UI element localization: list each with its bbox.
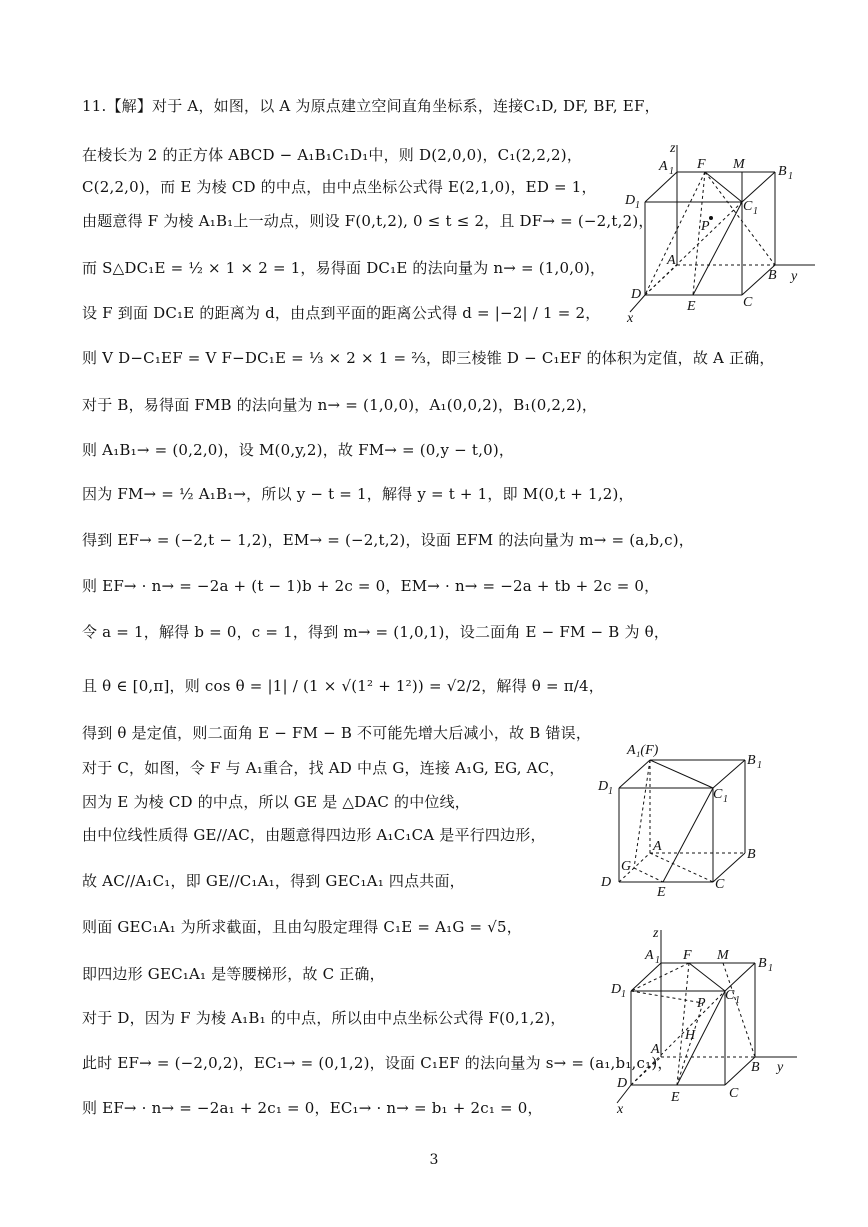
text-line-16: 对于 C，如图，令 F 与 A₁重合，找 AD 中点 G，连接 A₁G, EG, AC，	[82, 759, 565, 777]
label-e: E	[671, 1090, 680, 1105]
label-a: A	[651, 1042, 660, 1057]
page-number: 3	[429, 1152, 439, 1168]
text-line-4: 由题意得 F 为棱 A₁B₁上一动点，则设 F(0,t,2), 0 ≤ t ≤ 2，且 DF→ = (−2,t,2)，	[82, 212, 654, 230]
label-f: F	[683, 948, 692, 963]
label-h: H	[685, 1028, 696, 1043]
text-line-8: 对于 B，易得面 FMB 的法向量为 n→ = (1,0,0)，A₁(0,0,2)，B₁(0,2,2)，	[82, 396, 598, 414]
label-b1: B	[747, 753, 756, 768]
text-line-6: 设 F 到面 DC₁E 的距离为 d，由点到平面的距离公式得 d = |−2| / 1 = 2，	[82, 304, 601, 322]
text-line-7: 则 V D−C₁EF = V F−DC₁E = ⅓ × 2 × 1 = ⅔，即三棱锥 D − C₁EF 的体积为定值，故 A 正确，	[82, 349, 775, 367]
label-e: E	[687, 299, 696, 314]
label-c1-subscript: 1	[753, 206, 758, 217]
label-z: z	[670, 141, 676, 156]
label-d1: D	[625, 193, 636, 208]
label-a1-f: A₁(F)	[627, 743, 659, 758]
label-a: A	[653, 839, 662, 854]
text-line-9: 则 A₁B₁→ = (0,2,0)，设 M(0,y,2)，故 FM→ = (0,y − t,0)，	[82, 441, 515, 459]
label-d1-subscript: 1	[635, 200, 640, 211]
label-a: A	[667, 253, 676, 268]
label-b1-subscript: 1	[788, 171, 793, 182]
label-c: C	[715, 877, 725, 892]
label-c1: C	[725, 988, 735, 1003]
text-line-10: 因为 FM→ = ½ A₁B₁→，所以 y − t = 1，解得 y = t + 1，即 M(0,t + 1,2)，	[82, 485, 634, 503]
text-line-5: 而 S△DC₁E = ½ × 1 × 2 = 1，易得面 DC₁E 的法向量为 n→ = (1,0,0)，	[82, 259, 606, 277]
label-a1: A	[645, 948, 654, 963]
label-d: D	[601, 875, 612, 890]
label-d1: D	[611, 982, 622, 997]
text-line-17: 因为 E 为棱 CD 的中点，所以 GE 是 △DAC 的中位线，	[82, 793, 471, 811]
text-line-21: 即四边形 GEC₁A₁ 是等腰梯形，故 C 正确，	[82, 965, 385, 983]
label-a1-subscript: 1	[669, 166, 674, 177]
label-p: P	[701, 219, 710, 234]
label-g: G	[621, 859, 632, 874]
text-line-20: 则面 GEC₁A₁ 为所求截面，且由勾股定理得 C₁E = A₁G = √5，	[82, 918, 522, 936]
cube-figure-3	[605, 925, 815, 1115]
label-b1-subscript: 1	[768, 963, 773, 974]
text-line-15: 得到 θ 是定值，则二面角 E − FM − B 不可能先增大后减小，故 B 错误，	[82, 724, 592, 742]
label-m: M	[733, 157, 745, 172]
label-x: x	[627, 311, 634, 326]
text-line-2: 在棱长为 2 的正方体 ABCD − A₁B₁C₁D₁中，则 D(2,0,0)，C₁(2,2,2)，	[82, 146, 583, 164]
label-z: z	[653, 926, 659, 941]
label-d1: D	[598, 779, 609, 794]
text-line-11: 得到 EF→ = (−2,t − 1,2)，EM→ = (−2,t,2)，设面 EFM 的法向量为 m→ = (a,b,c)，	[82, 531, 694, 549]
text-line-13: 令 a = 1，解得 b = 0，c = 1，得到 m→ = (1,0,1)，设二面角 E − FM − B 为 θ，	[82, 623, 670, 641]
text-line-3: C(2,2,0)，而 E 为棱 CD 的中点，由中点坐标公式得 E(2,1,0)，ED = 1，	[82, 178, 597, 196]
label-a1-subscript: 1	[655, 955, 660, 966]
label-c1: C	[743, 199, 753, 214]
label-d: D	[631, 287, 642, 302]
label-d1-subscript: 1	[608, 786, 613, 797]
label-a1: A	[659, 159, 668, 174]
label-b1: B	[758, 956, 767, 971]
label-d: D	[617, 1076, 628, 1091]
label-c1-subscript: 1	[735, 995, 740, 1006]
label-y: y	[777, 1060, 784, 1075]
label-b: B	[747, 847, 756, 862]
label-c1: C	[713, 787, 723, 802]
label-b: B	[751, 1060, 760, 1075]
text-line-18: 由中位线性质得 GE//AC，由题意得四边形 A₁C₁CA 是平行四边形，	[82, 826, 546, 844]
label-b1-subscript: 1	[757, 760, 762, 771]
label-c: C	[743, 295, 753, 310]
text-line-23: 此时 EF→ = (−2,0,2)，EC₁→ = (0,1,2)，设面 C₁EF 的法向量为 s→ = (a₁,b₁,c₁)，	[82, 1054, 673, 1072]
label-e: E	[657, 885, 666, 900]
text-line-14: 且 θ ∈ [0,π]，则 cos θ = |1| / (1 × √(1² + 1²)) = √2/2，解得 θ = π/4，	[82, 677, 604, 695]
label-y: y	[791, 269, 798, 284]
text-line-24: 则 EF→ · n→ = −2a₁ + 2c₁ = 0，EC₁→ · n→ = b₁ + 2c₁ = 0，	[82, 1099, 543, 1117]
text-line-22: 对于 D，因为 F 为棱 A₁B₁ 的中点，所以由中点坐标公式得 F(0,1,2)，	[82, 1009, 566, 1027]
label-c1-subscript: 1	[723, 794, 728, 805]
label-b: B	[768, 268, 777, 283]
label-p: P	[697, 996, 706, 1011]
label-b1: B	[778, 164, 787, 179]
label-x: x	[617, 1102, 624, 1117]
label-c: C	[729, 1086, 739, 1101]
label-f: F	[697, 157, 706, 172]
text-line-12: 则 EF→ · n→ = −2a + (t − 1)b + 2c = 0，EM→ · n→ = −2a + tb + 2c = 0，	[82, 577, 660, 595]
cube-figure-1	[615, 140, 825, 325]
text-line-1: 11.【解】对于 A，如图，以 A 为原点建立空间直角坐标系，连接C₁D, DF, BF, EF，	[82, 97, 660, 115]
text-line-19: 故 AC//A₁C₁，即 GE//C₁A₁，得到 GEC₁A₁ 四点共面，	[82, 872, 465, 890]
label-m: M	[717, 948, 729, 963]
label-d1-subscript: 1	[621, 989, 626, 1000]
cube-figure-2	[595, 740, 775, 900]
